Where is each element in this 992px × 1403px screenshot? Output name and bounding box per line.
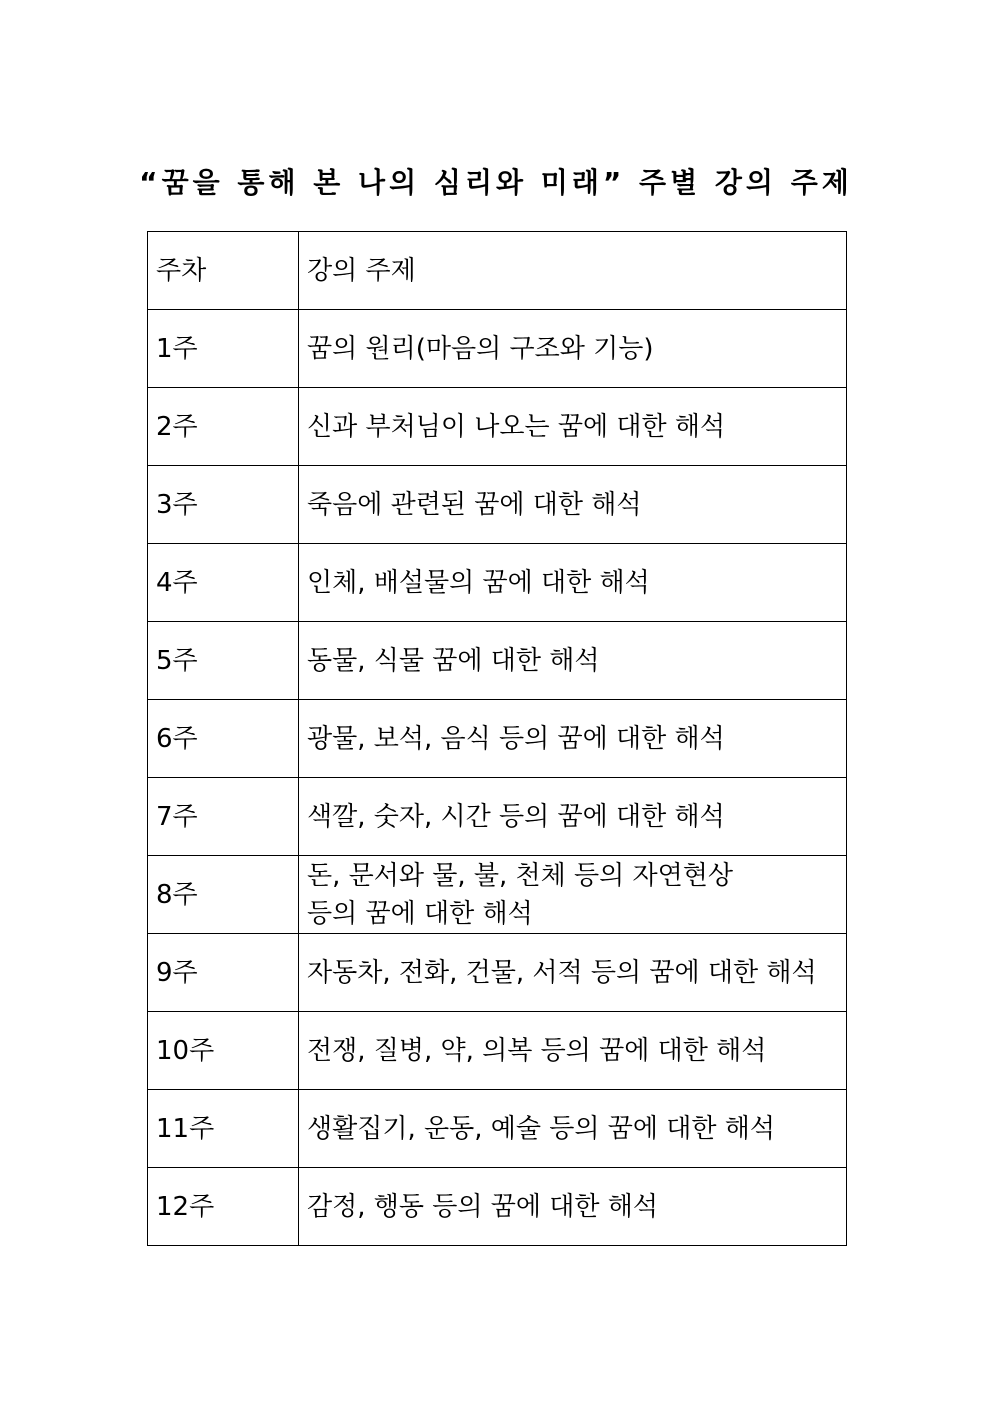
lecture-schedule-table	[147, 231, 847, 1246]
header-topic: 강의 주제	[299, 232, 847, 310]
table-row	[148, 388, 847, 466]
topic-cell	[299, 856, 847, 934]
table-row	[148, 544, 847, 622]
header-week: 주차	[148, 232, 299, 310]
topic-line: 죽음에 관련된 꿈에 대한 해석	[307, 489, 642, 520]
topic-cell	[299, 544, 847, 622]
topic-line: 광물, 보석, 음식 등의 꿈에 대한 해석	[307, 723, 725, 754]
topic-cell	[299, 934, 847, 1012]
topic-cell	[299, 622, 847, 700]
table-row	[148, 1168, 847, 1246]
table-row	[148, 466, 847, 544]
topic-line: 신과 부처님이 나오는 꿈에 대한 해석	[307, 411, 726, 442]
week-cell: 8주	[148, 856, 299, 934]
week-cell: 4주	[148, 544, 299, 622]
topic-cell	[299, 1012, 847, 1090]
table-row	[148, 778, 847, 856]
table-row	[148, 700, 847, 778]
topic-cell	[299, 778, 847, 856]
topic-line: 감정, 행동 등의 꿈에 대한 해석	[307, 1191, 658, 1222]
table-row	[148, 1012, 847, 1090]
document-title: “꿈을 통해 본 나의 심리와 미래” 주별 강의 주제	[139, 166, 853, 199]
table-row	[148, 934, 847, 1012]
topic-cell	[299, 388, 847, 466]
week-cell: 10주	[148, 1012, 299, 1090]
week-cell: 5주	[148, 622, 299, 700]
week-cell: 11주	[148, 1090, 299, 1168]
topic-line: 전쟁, 질병, 약, 의복 등의 꿈에 대한 해석	[307, 1035, 767, 1066]
topic-line: 자동차, 전화, 건물, 서적 등의 꿈에 대한 해석	[307, 957, 817, 988]
week-cell: 12주	[148, 1168, 299, 1246]
topic-line: 등의 꿈에 대한 해석	[307, 898, 533, 929]
topic-line: 생활집기, 운동, 예술 등의 꿈에 대한 해석	[307, 1113, 775, 1144]
topic-line: 동물, 식물 꿈에 대한 해석	[307, 645, 600, 676]
week-cell: 2주	[148, 388, 299, 466]
topic-line: 색깔, 숫자, 시간 등의 꿈에 대한 해석	[307, 801, 725, 832]
table-row	[148, 622, 847, 700]
table-row	[148, 1090, 847, 1168]
topic-line: 인체, 배설물의 꿈에 대한 해석	[307, 567, 650, 598]
topic-cell	[299, 466, 847, 544]
topic-cell	[299, 700, 847, 778]
topic-cell	[299, 310, 847, 388]
topic-line: 돈, 문서와 물, 불, 천체 등의 자연현상	[307, 860, 734, 891]
week-cell: 1주	[148, 310, 299, 388]
topic-line: 꿈의 원리(마음의 구조와 기능)	[307, 333, 654, 364]
week-cell: 9주	[148, 934, 299, 1012]
week-cell: 3주	[148, 466, 299, 544]
topic-cell	[299, 1090, 847, 1168]
week-cell: 6주	[148, 700, 299, 778]
week-cell: 7주	[148, 778, 299, 856]
table-row	[148, 856, 847, 934]
table-row	[148, 310, 847, 388]
table-header-row	[148, 232, 847, 310]
topic-cell	[299, 1168, 847, 1246]
